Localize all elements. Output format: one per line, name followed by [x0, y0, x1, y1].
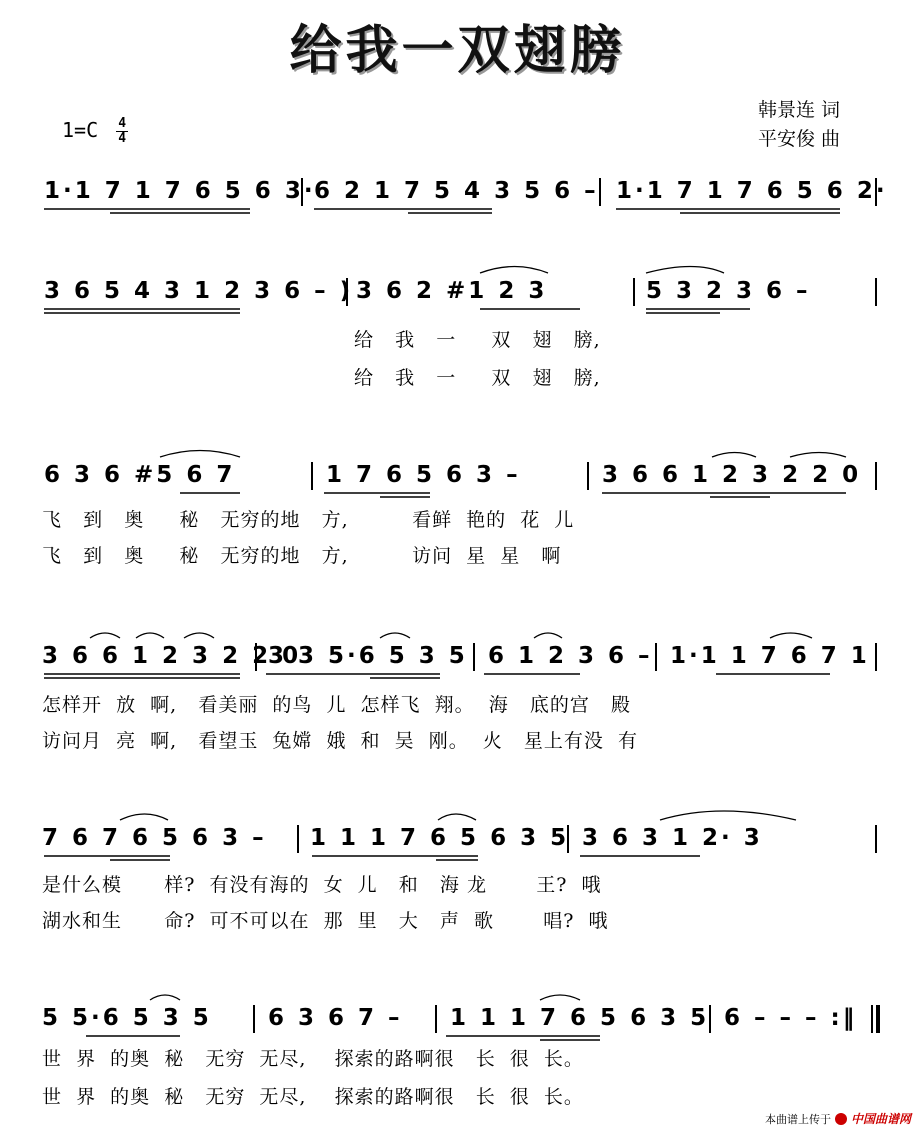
- measure: 5 5·6 5 3 5: [42, 1005, 212, 1031]
- song-title: 给我一双翅膀: [289, 21, 626, 81]
- watermark: [765, 1110, 911, 1127]
- measure: 1 1 1 7 6 5 6 3 5: [310, 825, 570, 851]
- time-signature: [116, 118, 128, 145]
- measure: 3 6 2 #1 2 3: [356, 278, 548, 304]
- lyric-line-2: 湖水和生 命? 可不可以在 那 里 大 声 歌 唱? 哦: [42, 910, 609, 932]
- measure: 1·1 1 7 6 7 1: [670, 643, 870, 669]
- key-label: 1=C: [62, 118, 99, 142]
- lyricist-credit: 韩景连 词: [757, 99, 840, 121]
- lyric-line-2: 飞 到 奥 秘 无穷的地 方, 访问 星 星 啊: [42, 545, 562, 567]
- lyric-line-2: 世 界 的奥 秘 无穷 无尽, 探索的路啊很 长 很 长。: [42, 1086, 584, 1108]
- lyric-line-1: 给 我 一 双 翅 膀,: [354, 329, 601, 351]
- measure: 3 6 5 4 3 1 2 3 6 – ): [44, 278, 354, 304]
- lyric-line-2: 给 我 一 双 翅 膀,: [354, 367, 601, 389]
- measure: 6 2 1 7 5 4 3 5 6 –: [314, 178, 599, 204]
- measure: 1 7 6 5 6 3 –: [326, 462, 521, 488]
- measure: 3 6 6 1 2 3 2 2 0: [42, 643, 302, 669]
- measure: 6 3 6 7 –: [268, 1005, 403, 1031]
- key-signature: [62, 118, 128, 145]
- measure: 5 3 2 3 6 –: [646, 278, 811, 304]
- lyric-line-1: 飞 到 奥 秘 无穷的地 方, 看鲜 艳的 花 儿: [42, 509, 575, 531]
- composer-credit: 平安俊 曲: [757, 128, 840, 150]
- measure: 3 3 5·6 5 3 5: [268, 643, 468, 669]
- meter-top: 4: [118, 116, 127, 131]
- measure: 3 6 3 1 2· 3: [582, 825, 763, 851]
- measure: 7 6 7 6 5 6 3 –: [42, 825, 267, 851]
- measure: 1 1 1 7 6 5 6 3 5: [450, 1005, 710, 1031]
- measure: 6 3 6 #5 6 7: [44, 462, 236, 488]
- measure: 1·1 7 1 7 6 5 6 2·: [616, 178, 888, 204]
- site-name: 中国曲谱网: [850, 1112, 911, 1126]
- lyric-line-2: 访问月 亮 啊, 看望玉 兔嫦 娥 和 吴 刚。 火 星上有没 有: [42, 730, 638, 752]
- measure: 1·1 7 1 7 6 5 6 3·: [44, 178, 316, 204]
- lyric-line-1: 怎样开 放 啊, 看美丽 的鸟 儿 怎样飞 翔。 海 底的宫 殿: [42, 694, 631, 716]
- lyric-line-1: 世 界 的奥 秘 无穷 无尽, 探索的路啊很 长 很 长。: [42, 1048, 584, 1070]
- site-logo-icon: [835, 1113, 847, 1125]
- credits: [758, 96, 840, 154]
- lyric-line-1: 是什么模 样? 有没有海的 女 儿 和 海 龙 王? 哦: [42, 874, 602, 896]
- upload-text: 本曲谱上传于: [764, 1112, 831, 1126]
- measure: 6 – – – :‖: [724, 1005, 858, 1031]
- measure: 3 6 6 1 2 3 2 2 0: [602, 462, 862, 488]
- measure: 6 1 2 3 6 –: [488, 643, 653, 669]
- meter-bottom: 4: [118, 131, 127, 146]
